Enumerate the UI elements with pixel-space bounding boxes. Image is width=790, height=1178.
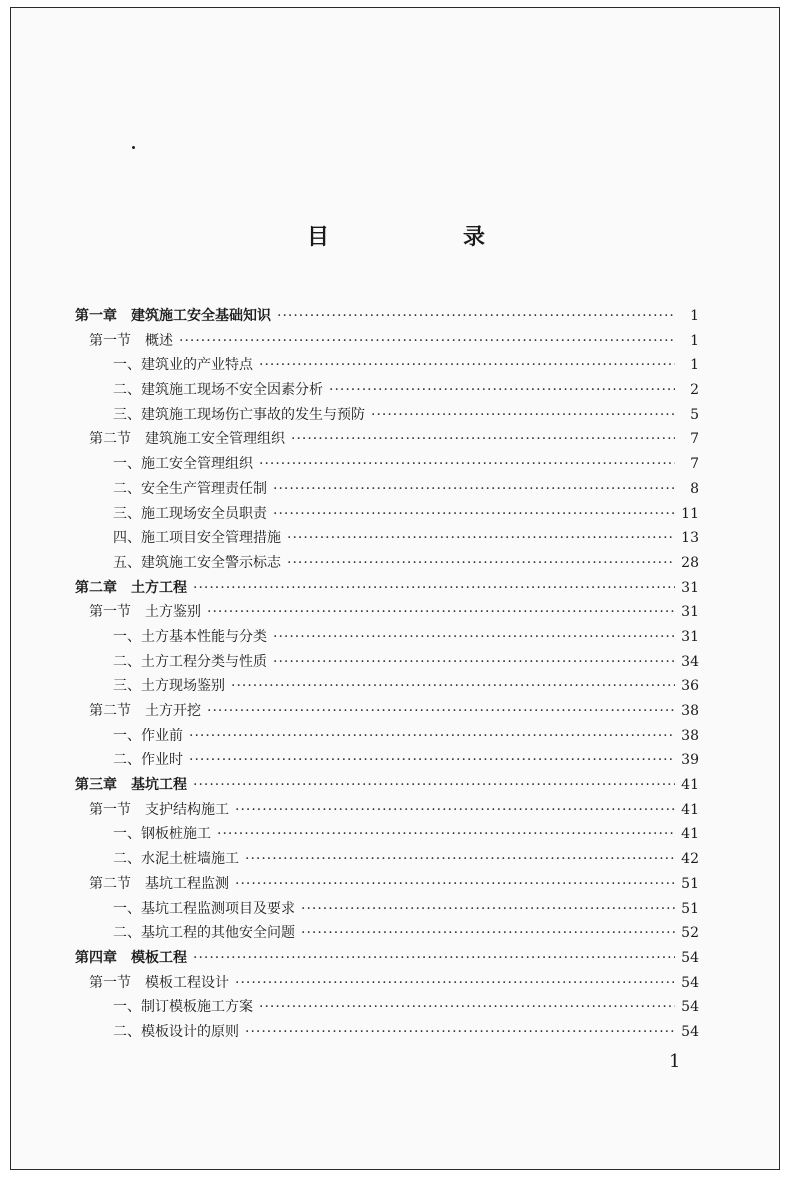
toc-entry-label: 第二节 土方开挖 [89,703,201,719]
toc-entry-label: 第一节 支护结构施工 [89,801,229,818]
toc-section-row [75,972,699,997]
toc-entry-label: 二、安全生产管理责任制 [113,480,267,497]
toc-entry-label: 三、施工现场安全员职责 [113,505,267,522]
toc-section-row [75,700,699,725]
toc-entry-label: 五、建筑施工安全警示标志 [113,554,281,571]
toc-leader-dots [301,901,675,917]
toc-leader-dots [259,999,675,1015]
toc-leader-dots [189,728,675,744]
toc-leader-dots [235,876,675,892]
toc-leader-dots [235,975,675,991]
toc-item-row [75,675,699,700]
toc-page-number: 39 [681,752,699,769]
toc-page-number: 34 [681,653,699,670]
table-of-contents [75,305,699,1046]
toc-section-row [75,873,699,898]
toc-leader-dots [329,382,675,398]
toc-page-number: 38 [681,703,699,719]
toc-item-row [75,996,699,1021]
toc-entry-label: 一、制订模板施工方案 [113,999,253,1016]
toc-page-number: 52 [681,925,699,942]
toc-leader-dots [245,1024,675,1040]
toc-entry-label: 二、作业时 [113,752,183,769]
toc-item-row [75,453,699,478]
toc-entry-label: 第一节 模板工程设计 [89,974,229,991]
toc-entry-label: 二、土方工程分类与性质 [113,653,267,670]
toc-item-row [75,379,699,404]
toc-entry-label: 二、模板设计的原则 [113,1023,239,1040]
toc-item-row [75,404,699,429]
toc-page-number: 31 [681,579,699,596]
toc-entry-label: 二、建筑施工现场不安全因素分析 [113,382,323,399]
toc-leader-dots [245,851,675,867]
toc-item-row [75,651,699,676]
toc-page-number: 41 [681,777,699,794]
toc-page-number: 51 [681,875,699,892]
toc-page-number: 36 [681,678,699,695]
toc-leader-dots [193,950,675,966]
toc-leader-dots [277,308,675,324]
toc-page-number: 5 [690,406,699,423]
toc-page-number: 1 [690,332,699,349]
toc-entry-label: 第一节 土方鉴别 [89,604,201,621]
page-title: 目 录 [306,224,515,250]
toc-leader-dots [235,802,675,818]
toc-leader-dots [193,777,675,793]
toc-section-row [75,428,699,453]
toc-entry-label: 第四章 模板工程 [75,949,187,966]
toc-page-number: 11 [681,505,699,522]
toc-chapter-row [75,774,699,799]
toc-item-row [75,898,699,923]
toc-leader-dots [179,333,675,349]
toc-page-number: 31 [681,628,699,645]
toc-entry-label: 第二节 建筑施工安全管理组织 [89,431,285,448]
toc-page-number: 51 [681,900,699,917]
toc-page-number: 42 [681,851,699,868]
toc-page-number: 1 [690,308,699,324]
toc-item-row [75,354,699,379]
toc-entry-label: 一、土方基本性能与分类 [113,628,267,645]
toc-page-number: 28 [681,554,699,571]
toc-page-number: 54 [681,974,699,991]
toc-item-row [75,552,699,577]
toc-leader-dots [301,925,675,941]
toc-page-number: 7 [690,431,699,448]
toc-page-number: 2 [690,382,699,399]
toc-page-number: 38 [681,727,699,744]
toc-leader-dots [273,481,675,497]
toc-entry-label: 一、钢板桩施工 [113,826,211,843]
toc-item-row [75,749,699,774]
toc-item-row [75,725,699,750]
toc-leader-dots [287,555,675,571]
toc-leader-dots [207,604,675,620]
toc-leader-dots [193,580,675,596]
toc-leader-dots [273,629,675,645]
toc-item-row [75,848,699,873]
toc-leader-dots [259,357,675,373]
toc-page-number: 1 [690,357,699,374]
print-speck [132,146,135,149]
toc-section-row [75,601,699,626]
toc-chapter-row [75,305,699,330]
toc-item-row [75,922,699,947]
toc-page-number: 13 [681,530,699,547]
toc-page-number: 7 [690,456,699,473]
document-page [10,7,780,1170]
toc-chapter-row [75,947,699,972]
toc-entry-label: 四、施工项目安全管理措施 [113,530,281,547]
toc-entry-label: 一、建筑业的产业特点 [113,357,253,374]
toc-entry-label: 三、建筑施工现场伤亡事故的发生与预防 [113,406,365,423]
toc-leader-dots [287,530,675,546]
toc-leader-dots [231,678,675,694]
toc-item-row [75,478,699,503]
page-number: 1 [669,1051,681,1072]
toc-item-row [75,503,699,528]
toc-page-number: 54 [681,999,699,1016]
toc-leader-dots [259,456,675,472]
toc-leader-dots [207,703,675,719]
toc-entry-label: 第三章 基坑工程 [75,777,187,794]
toc-leader-dots [291,431,675,447]
toc-page-number: 54 [681,949,699,966]
toc-page-number: 54 [681,1023,699,1040]
toc-page-number: 41 [681,801,699,818]
toc-entry-label: 一、基坑工程监测项目及要求 [113,900,295,917]
toc-entry-label: 第一节 概述 [89,332,173,349]
toc-leader-dots [217,826,675,842]
toc-entry-label: 一、施工安全管理组织 [113,456,253,473]
toc-page-number: 41 [681,826,699,843]
toc-page-number: 8 [690,480,699,497]
toc-page-number: 31 [681,604,699,621]
toc-item-row [75,823,699,848]
toc-leader-dots [189,752,675,768]
toc-leader-dots [371,407,675,423]
toc-entry-label: 二、基坑工程的其他安全问题 [113,925,295,942]
toc-entry-label: 三、土方现场鉴别 [113,678,225,695]
toc-entry-label: 第二节 基坑工程监测 [89,875,229,892]
toc-leader-dots [273,506,675,522]
toc-chapter-row [75,577,699,602]
toc-section-row [75,330,699,355]
toc-item-row [75,626,699,651]
toc-item-row [75,527,699,552]
toc-entry-label: 二、水泥土桩墙施工 [113,851,239,868]
toc-item-row [75,1021,699,1046]
toc-section-row [75,799,699,824]
toc-entry-label: 第二章 土方工程 [75,579,187,596]
toc-leader-dots [273,654,675,670]
toc-entry-label: 第一章 建筑施工安全基础知识 [75,308,271,324]
toc-entry-label: 一、作业前 [113,727,183,744]
